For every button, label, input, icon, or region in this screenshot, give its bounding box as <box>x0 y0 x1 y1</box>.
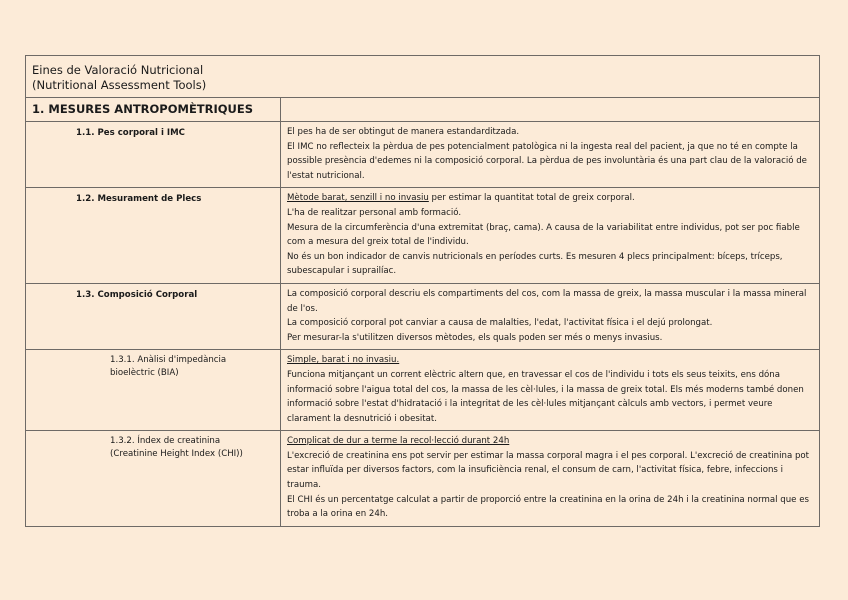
row-label: 1.3. Composició Corporal <box>26 283 281 349</box>
title-row <box>26 56 820 98</box>
paragraph <box>287 191 813 206</box>
section-heading-row <box>26 98 820 122</box>
table-row <box>26 122 820 188</box>
paragraph: La composició corporal pot canviar a causa de malalties, l'edat, l'activitat física i el dejú prolongat. <box>287 318 713 329</box>
paragraph: El pes ha de ser obtingut de manera estandarditzada. <box>287 127 520 137</box>
paragraph: El IMC no reflecteix la pèrdua de pes potencialment patològica ni la ingesta real del pacient, ja que no té en compte la possible presència d'edemes ni la composició corporal. La pèrdua de pes involuntària és una part clau de la valoració de l'estat nutricional. <box>287 141 807 181</box>
label-line: 1.3.2. Índex de creatinina <box>110 436 221 447</box>
underlined-text: Simple, barat i no invasiu. <box>287 355 400 366</box>
row-label: 1.1. Pes corporal i IMC <box>26 122 281 188</box>
table-row <box>26 431 820 527</box>
underlined-text: Complicat de dur a terme la recol·lecció durant 24h <box>287 436 510 447</box>
title-cell <box>26 56 820 98</box>
row-description <box>281 188 820 284</box>
row-label <box>26 350 281 431</box>
paragraph: El CHI és un percentatge calculat a partir de proporció entre la creatinina en la orina de 24h i la creatinina normal que es troba a la orina en 24h. <box>287 494 809 520</box>
underlined-text: Mètode barat, senzill i no invasiu <box>287 193 429 204</box>
row-label <box>26 431 281 527</box>
paragraph: L'ha de realitzar personal amb formació. <box>287 207 462 218</box>
table-row <box>26 283 820 349</box>
row-description <box>281 431 820 527</box>
label-line: (Creatinine Height Index (CHI)) <box>110 449 243 460</box>
section-heading: 1. MESURES ANTROPOMÈTRIQUES <box>26 98 281 122</box>
paragraph: Funciona mitjançant un corrent elèctric altern que, en travessar el cos de l'individu i tots els seus teixits, ens dóna informació sobre l'aigua total del cos, la massa de les cèl·lules, i la massa de greix total. Els més moderns també donen informació sobre l'estat d'hidratació i la integritat de les cèl·lules mitjançant càlculs amb vectors, i permet veure clarament la desnutrició i obesitat. <box>287 369 804 424</box>
row-description <box>281 283 820 349</box>
table-row <box>26 350 820 431</box>
nutrition-table <box>25 55 820 527</box>
row-description <box>281 122 820 188</box>
row-label: 1.2. Mesurament de Plecs <box>26 188 281 284</box>
paragraph: Per mesurar-la s'utilitzen diversos mètodes, els quals poden ser més o menys invasius. <box>287 332 663 343</box>
label-line: 1.3.1. Anàlisi d'impedància <box>110 355 227 366</box>
paragraph: Mesura de la circumferència d'una extremitat (braç, cama). A causa de la variabilitat entre individus, pot ser poc fiable com a mesura del greix total de l'individu. <box>287 222 800 248</box>
paragraph: No és un bon indicador de canvis nutricionals en períodes curts. Es mesuren 4 plecs principalment: bíceps, tríceps, subescapular i suprailíac. <box>287 251 783 277</box>
title-line1: Eines de Valoració Nutricional <box>32 63 204 77</box>
empty-cell <box>281 98 820 122</box>
paragraph: L'excreció de creatinina ens pot servir per estimar la massa corporal magra i el pes corporal. L'excreció de creatinina pot estar influïda per diversos factors, com la insuficiència renal, el consum de carn, l'activitat física, febre, infeccions i trauma. <box>287 450 810 491</box>
text: per estimar la quantitat total de greix corporal. <box>428 193 635 204</box>
paragraph: La composició corporal descriu els compartiments del cos, com la massa de greix, la massa muscular i la massa mineral de l'os. <box>287 288 807 314</box>
row-description <box>281 350 820 431</box>
label-line: bioelèctric (BIA) <box>110 368 179 379</box>
table-row <box>26 188 820 284</box>
title-line2: (Nutritional Assessment Tools) <box>32 78 207 92</box>
